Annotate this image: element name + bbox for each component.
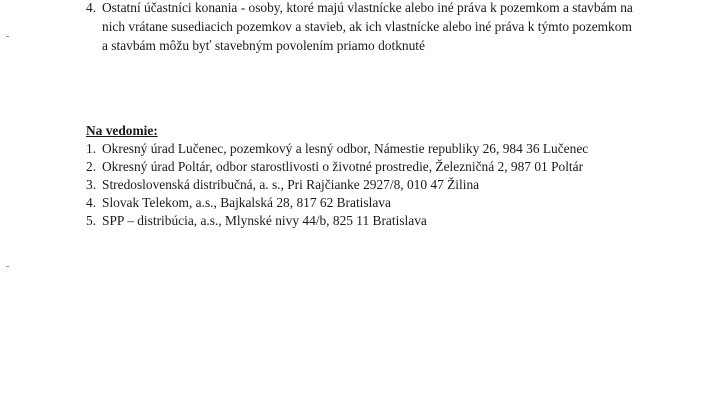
- list-item-text: Slovak Telekom, a.s., Bajkalská 28, 817 62 Bratislava: [102, 195, 391, 210]
- list-item-number: 4.: [86, 195, 97, 210]
- list-item-text: Stredoslovenská distribučná, a. s., Pri Rajčianke 2927/8, 010 47 Žilina: [102, 177, 480, 192]
- na-vedomie-list: [86, 140, 706, 230]
- list-item-text: Okresný úrad Lučenec, pozemkový a lesný odbor, Námestie republiky 26, 984 36 Lučenec: [102, 141, 589, 156]
- scan-margin-mark: [6, 36, 9, 37]
- list-item: [86, 194, 706, 212]
- participants-item-text: Ostatní účastníci konania - osoby, ktoré majú vlastnícke alebo iné práva k pozemkom a stavbám na nich vrátane susediacich pozemkov a stavieb, ak ich vlastnícke alebo iné práva k týmto pozemkom a stavbám môžu byť stavebným povolením priamo dotknuté: [102, 0, 633, 53]
- list-item: [86, 158, 706, 176]
- list-item-number: 1.: [86, 141, 97, 156]
- list-item: [86, 176, 706, 194]
- list-item-text: SPP – distribúcia, a.s., Mlynské nivy 44/b, 825 11 Bratislava: [102, 213, 427, 228]
- list-item-number: 3.: [86, 177, 97, 192]
- list-item-number: 5.: [86, 213, 97, 228]
- list-item: [86, 140, 706, 158]
- list-item: [86, 212, 706, 230]
- participants-item: [86, 0, 686, 55]
- na-vedomie-heading: Na vedomie:: [86, 123, 158, 138]
- list-item-number: 2.: [86, 159, 97, 174]
- list-item-text: Okresný úrad Poltár, odbor starostlivosti o životné prostredie, Železničná 2, 987 01 Poltár: [102, 159, 584, 174]
- scan-margin-mark: [6, 266, 9, 267]
- participants-item-number: 4.: [86, 0, 97, 15]
